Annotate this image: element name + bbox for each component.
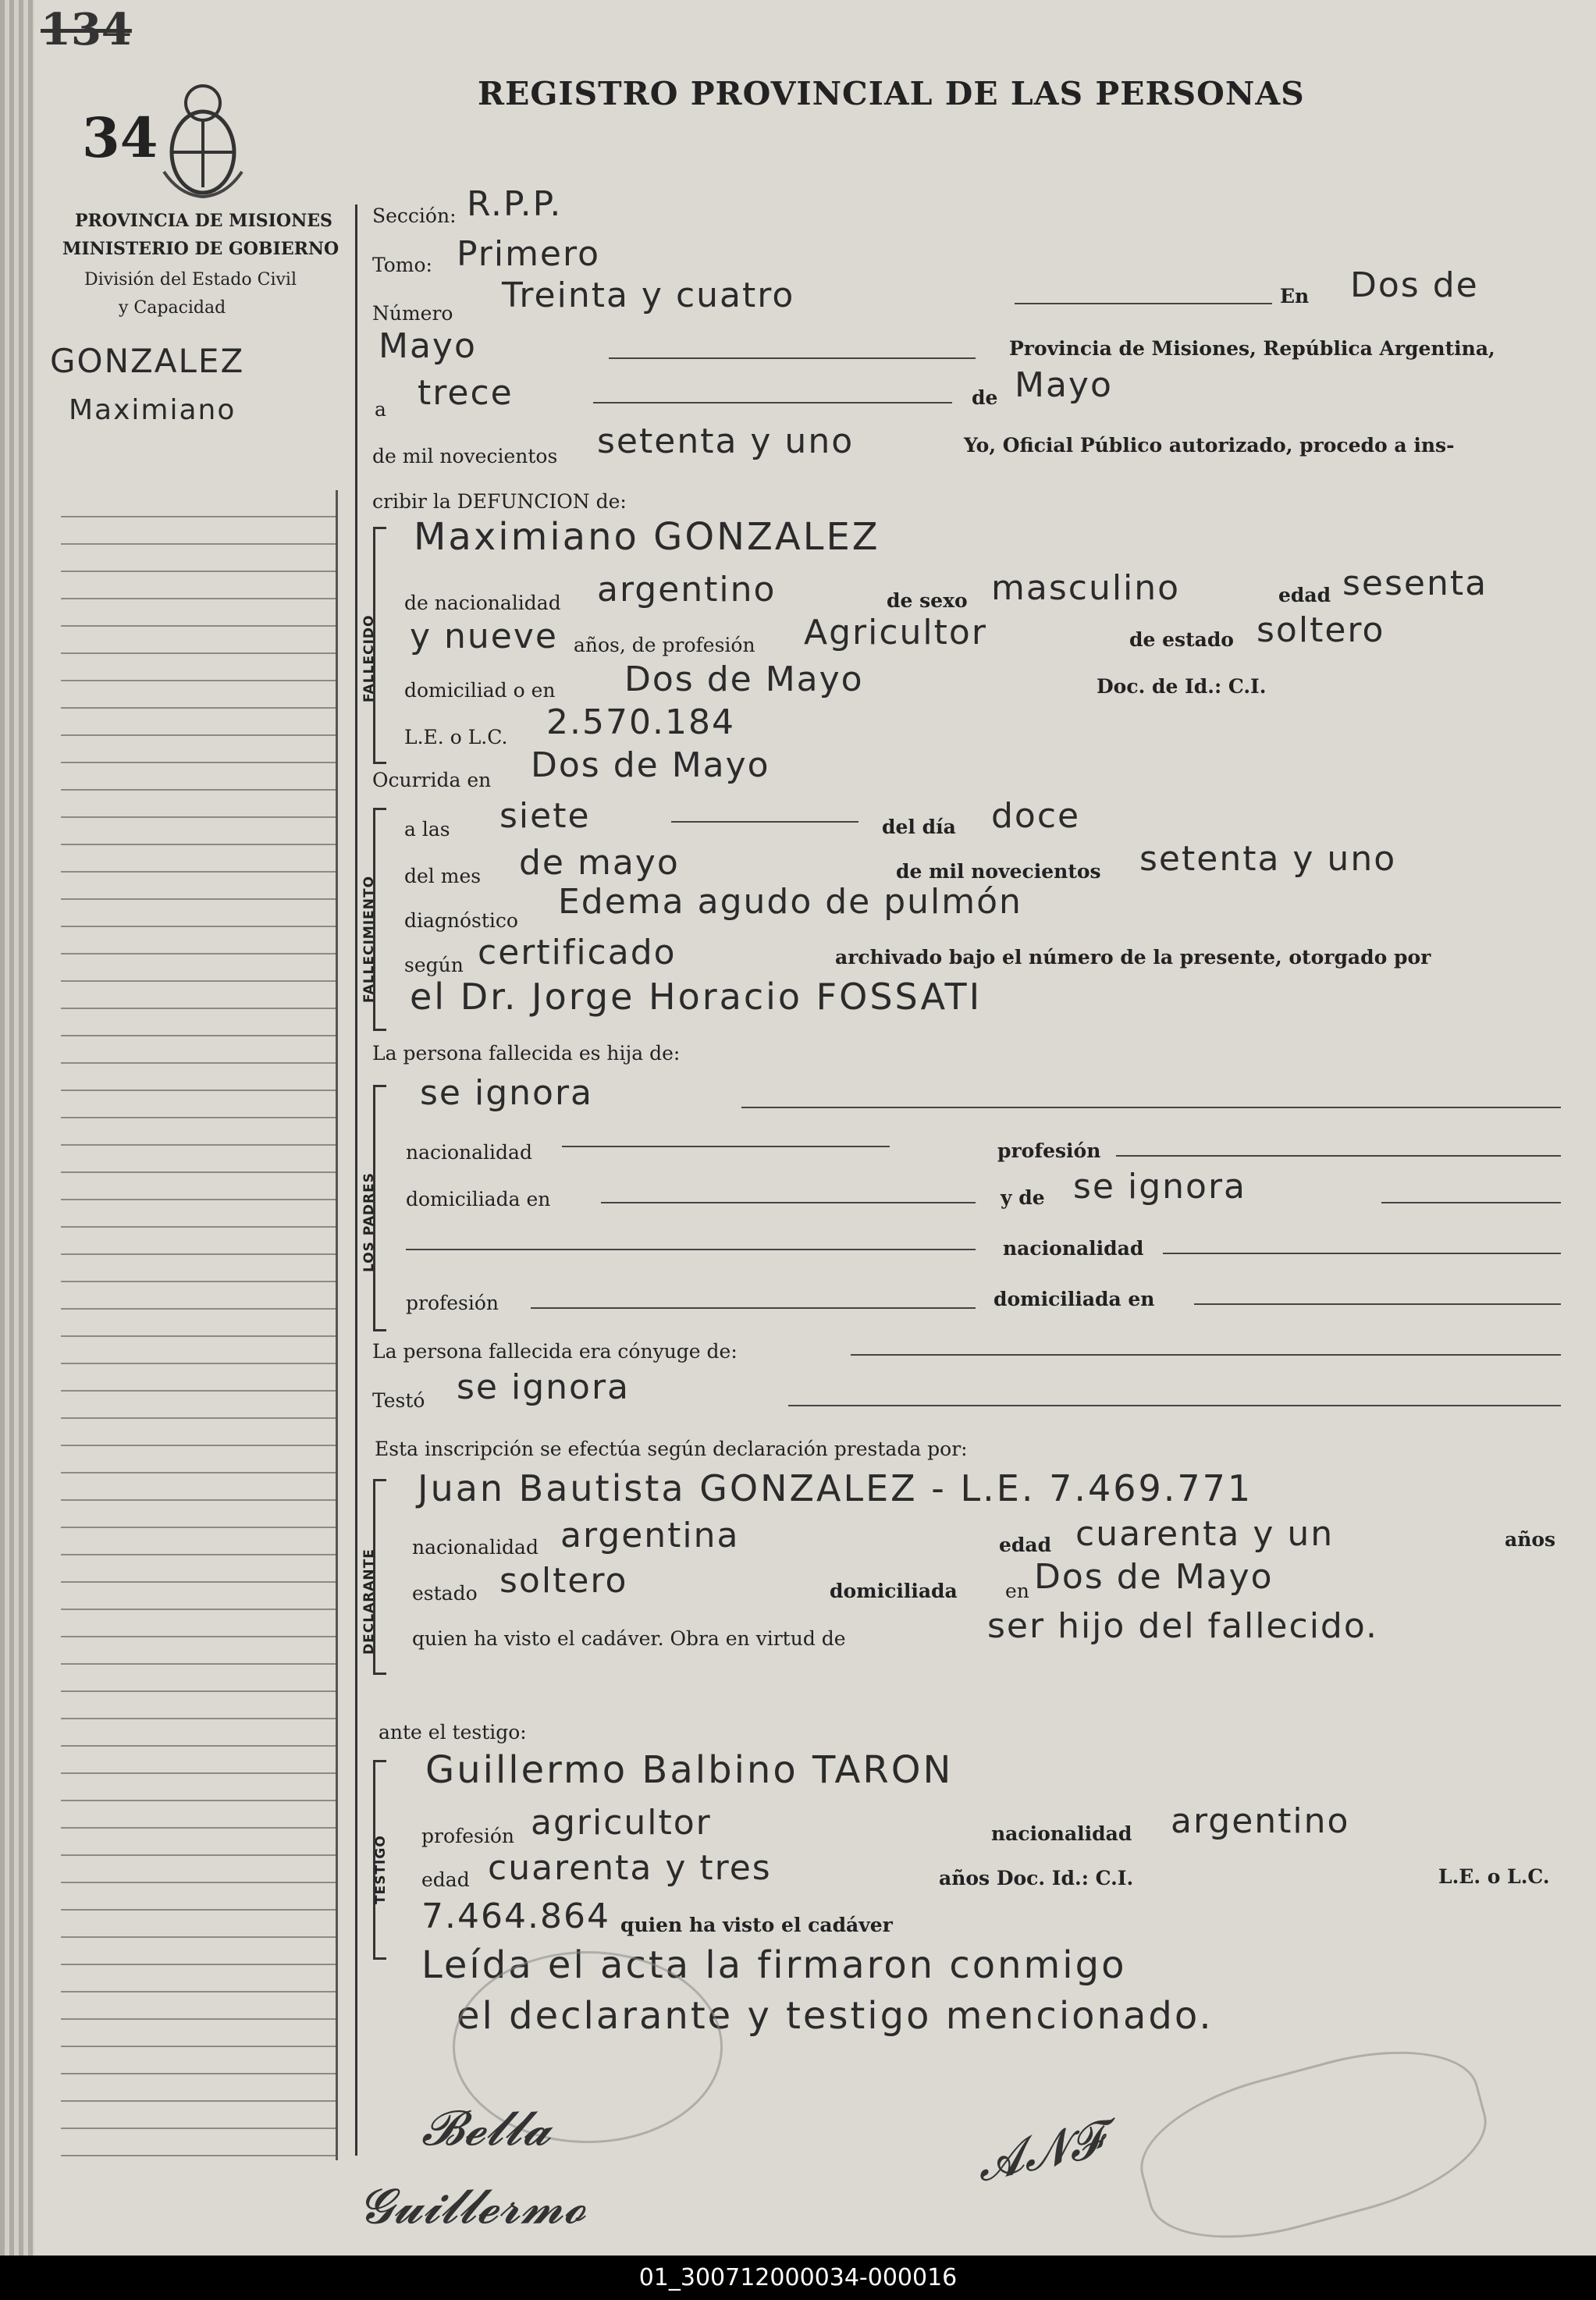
declarante-nacionalidad-label: nacionalidad xyxy=(412,1536,539,1559)
medico-value: el Dr. Jorge Horacio FOSSATI xyxy=(410,976,983,1018)
domicilio-value: Dos de Mayo xyxy=(624,659,864,699)
testigo-profesion-label: profesión xyxy=(421,1825,515,1847)
numero-rule xyxy=(1015,303,1272,304)
padre-profesion-rule xyxy=(1116,1155,1561,1157)
madre-nacionalidad-label: nacionalidad xyxy=(1003,1237,1144,1260)
madre-domiciliada-label: domiciliada en xyxy=(994,1288,1155,1310)
padre-domiciliada-label: domiciliada en xyxy=(406,1188,551,1210)
testigo-doc-label: años Doc. Id.: C.I. xyxy=(939,1867,1134,1889)
declarante-anos-label: años xyxy=(1505,1528,1556,1551)
ruled-margin-lines xyxy=(61,490,338,2160)
issuer-province: PROVINCIA DE MISIONES xyxy=(75,211,332,231)
nacionalidad-value: argentino xyxy=(597,570,777,610)
edad-value-2: y nueve xyxy=(410,617,558,656)
dia-value: doce xyxy=(991,796,1081,836)
conyuge-rule xyxy=(851,1354,1561,1356)
image-id-footer: 01_300712000034-000016 xyxy=(0,2256,1596,2300)
day-rule xyxy=(593,402,952,403)
anos-profesion-label: años, de profesión xyxy=(574,634,755,656)
registry-stamp xyxy=(1125,2026,1502,2264)
padres-intro: La persona fallecida es hija de: xyxy=(372,1042,681,1065)
testigo-intro: ante el testigo: xyxy=(379,1721,527,1744)
month-value: Mayo xyxy=(1015,365,1113,405)
madre-rule xyxy=(1381,1202,1561,1203)
tomo-label: Tomo: xyxy=(372,254,432,276)
del-dia-label: del día xyxy=(882,816,956,838)
padre-nacionalidad-rule xyxy=(562,1146,890,1147)
testo-value: se ignora xyxy=(457,1367,630,1407)
nacionalidad-label: de nacionalidad xyxy=(404,592,561,614)
declarante-nacionalidad-value: argentina xyxy=(560,1516,740,1555)
year-label: de mil novecientos xyxy=(372,445,558,467)
signature-oficial: 𝓐𝓝𝓕 xyxy=(971,2110,1109,2193)
numero-value: Treinta y cuatro xyxy=(502,276,795,315)
padres-section-label: LOS PADRES xyxy=(361,1172,377,1272)
blank-rule-1 xyxy=(406,1249,976,1250)
declarante-intro: Esta inscripción se efectúa según declaración prestada por: xyxy=(375,1438,968,1460)
en-rule xyxy=(609,357,976,359)
margin-divider xyxy=(355,204,357,2156)
padre-rule xyxy=(741,1107,1561,1108)
fallecido-name: Maximiano GONZALEZ xyxy=(414,515,880,559)
testigo-edad-value: cuarenta y tres xyxy=(488,1848,772,1888)
declarante-en-label: en xyxy=(1005,1580,1029,1602)
declarante-section-label: DECLARANTE xyxy=(361,1548,377,1655)
testigo-nacionalidad-label: nacionalidad xyxy=(991,1822,1132,1845)
estado-label: de estado xyxy=(1129,628,1234,651)
domicilio-label: domiciliad o en xyxy=(404,679,556,702)
closing-line-1: Leída el acta la firmaron conmigo xyxy=(421,1943,1127,1987)
margin-given-name: Maximiano xyxy=(69,394,236,426)
en-value-2: Mayo xyxy=(379,326,477,366)
en-label: En xyxy=(1280,285,1310,307)
testigo-section-label: TESTIGO xyxy=(373,1835,389,1904)
closing-line-2: el declarante y testigo mencionado. xyxy=(457,1994,1214,2038)
conyuge-label: La persona fallecida era cónyuge de: xyxy=(372,1340,738,1363)
testigo-le-value: 7.464.864 xyxy=(421,1897,610,1936)
estado-value: soltero xyxy=(1257,610,1385,650)
testigo-name: Guillermo Balbino TARON xyxy=(425,1748,954,1792)
ocurrida-value: Dos de Mayo xyxy=(531,745,770,785)
mes-label: del mes xyxy=(404,865,482,887)
edad-value-1: sesenta xyxy=(1342,563,1488,603)
testigo-edad-label: edad xyxy=(421,1868,470,1891)
sexo-value: masculino xyxy=(991,568,1181,608)
testo-label: Testó xyxy=(372,1389,425,1412)
padre-domiciliada-rule xyxy=(601,1202,976,1203)
segun-value: certificado xyxy=(478,933,677,972)
madre-profesion-label: profesión xyxy=(406,1292,499,1314)
testigo-nacionalidad-value: argentino xyxy=(1171,1801,1350,1841)
madre-domiciliada-rule xyxy=(1194,1303,1561,1305)
document-title: REGISTRO PROVINCIAL DE LAS PERSONAS xyxy=(478,75,1305,112)
day-value: trece xyxy=(418,373,514,413)
declarante-visto-label: quien ha visto el cadáver. Obra en virtud de xyxy=(412,1627,846,1650)
de-label: de xyxy=(972,386,998,409)
le-value: 2.570.184 xyxy=(546,702,735,742)
madre-nacionalidad-rule xyxy=(1163,1253,1561,1254)
declarante-edad-label: edad xyxy=(999,1534,1052,1556)
issuer-capacity: y Capacidad xyxy=(119,298,226,318)
doc-id-label: Doc. de Id.: C.I. xyxy=(1097,675,1267,698)
coat-of-arms-icon xyxy=(156,78,250,203)
signature-testigo: 𝓖𝓾𝓲𝓵𝓵𝓮𝓻𝓶𝓸 xyxy=(359,2177,586,2234)
declarante-edad-value: cuarenta y un xyxy=(1075,1514,1335,1554)
declarante-estado-value: soltero xyxy=(499,1561,628,1601)
testigo-profesion-value: agricultor xyxy=(531,1803,712,1843)
testigo-le-label: L.E. o L.C. xyxy=(1438,1865,1550,1888)
old-page-number: 134 xyxy=(41,4,132,55)
edad-label: edad xyxy=(1278,584,1331,606)
padre-value: se ignora xyxy=(420,1073,593,1113)
ocurrida-label: Ocurrida en xyxy=(372,769,492,791)
testo-rule xyxy=(788,1405,1561,1406)
issuer-ministry: MINISTERIO DE GOBIERNO xyxy=(62,239,339,259)
numero-label: Número xyxy=(372,302,453,325)
declarante-name: Juan Bautista GONZALEZ - L.E. 7.469.771 xyxy=(418,1467,1253,1509)
segun-label: según xyxy=(404,954,464,976)
fallecido-section-label: FALLECIDO xyxy=(361,614,377,702)
anio-label: de mil novecientos xyxy=(896,860,1101,883)
archivado-text: archivado bajo el número de la presente, otorgado por xyxy=(835,946,1431,969)
mes-value: de mayo xyxy=(519,843,680,883)
madre-profesion-rule xyxy=(531,1307,976,1309)
fallecimiento-section-label: FALLECIMIENTO xyxy=(361,875,377,1003)
tomo-value: Primero xyxy=(457,234,601,274)
seccion-value: R.P.P. xyxy=(467,184,563,224)
padre-profesion-label: profesión xyxy=(997,1139,1101,1162)
testigo-visto-label: quien ha visto el cadáver xyxy=(620,1914,893,1936)
declarante-domiciliada-label: domiciliada xyxy=(830,1580,958,1602)
en-value-1: Dos de xyxy=(1350,265,1479,305)
signature-declarante: 𝓑𝓮𝓵𝓵𝓪 xyxy=(421,2099,551,2156)
diagnostico-value: Edema agudo de pulmón xyxy=(558,882,1022,922)
declarante-visto-value: ser hijo del fallecido. xyxy=(987,1606,1378,1646)
declarante-domicilio-value: Dos de Mayo xyxy=(1034,1557,1274,1597)
a-las-label: a las xyxy=(404,818,450,841)
year-value: setenta y uno xyxy=(597,421,855,461)
declarante-estado-label: estado xyxy=(412,1582,478,1605)
sexo-label: de sexo xyxy=(887,589,968,612)
oficial-text: Yo, Oficial Público autorizado, procedo a ins- xyxy=(964,434,1455,457)
le-label: L.E. o L.C. xyxy=(404,726,508,748)
margin-surname: GONZALEZ xyxy=(50,342,245,380)
seccion-label: Sección: xyxy=(372,204,457,227)
inscribir-text: cribir la DEFUNCION de: xyxy=(372,490,627,513)
hora-rule xyxy=(671,821,858,823)
hora-value: siete xyxy=(499,796,591,836)
profesion-value: Agricultor xyxy=(804,613,987,652)
madre-value: se ignora xyxy=(1073,1167,1246,1207)
page-number: 34 xyxy=(82,105,158,170)
issuer-division: División del Estado Civil xyxy=(84,270,297,290)
padre-nacionalidad-label: nacionalidad xyxy=(406,1141,532,1164)
anio-value: setenta y uno xyxy=(1139,839,1397,879)
province-text: Provincia de Misiones, República Argentina, xyxy=(1009,337,1495,360)
diagnostico-label: diagnóstico xyxy=(404,909,518,932)
y-de-label: y de xyxy=(1001,1186,1045,1209)
a-label: a xyxy=(375,398,386,421)
